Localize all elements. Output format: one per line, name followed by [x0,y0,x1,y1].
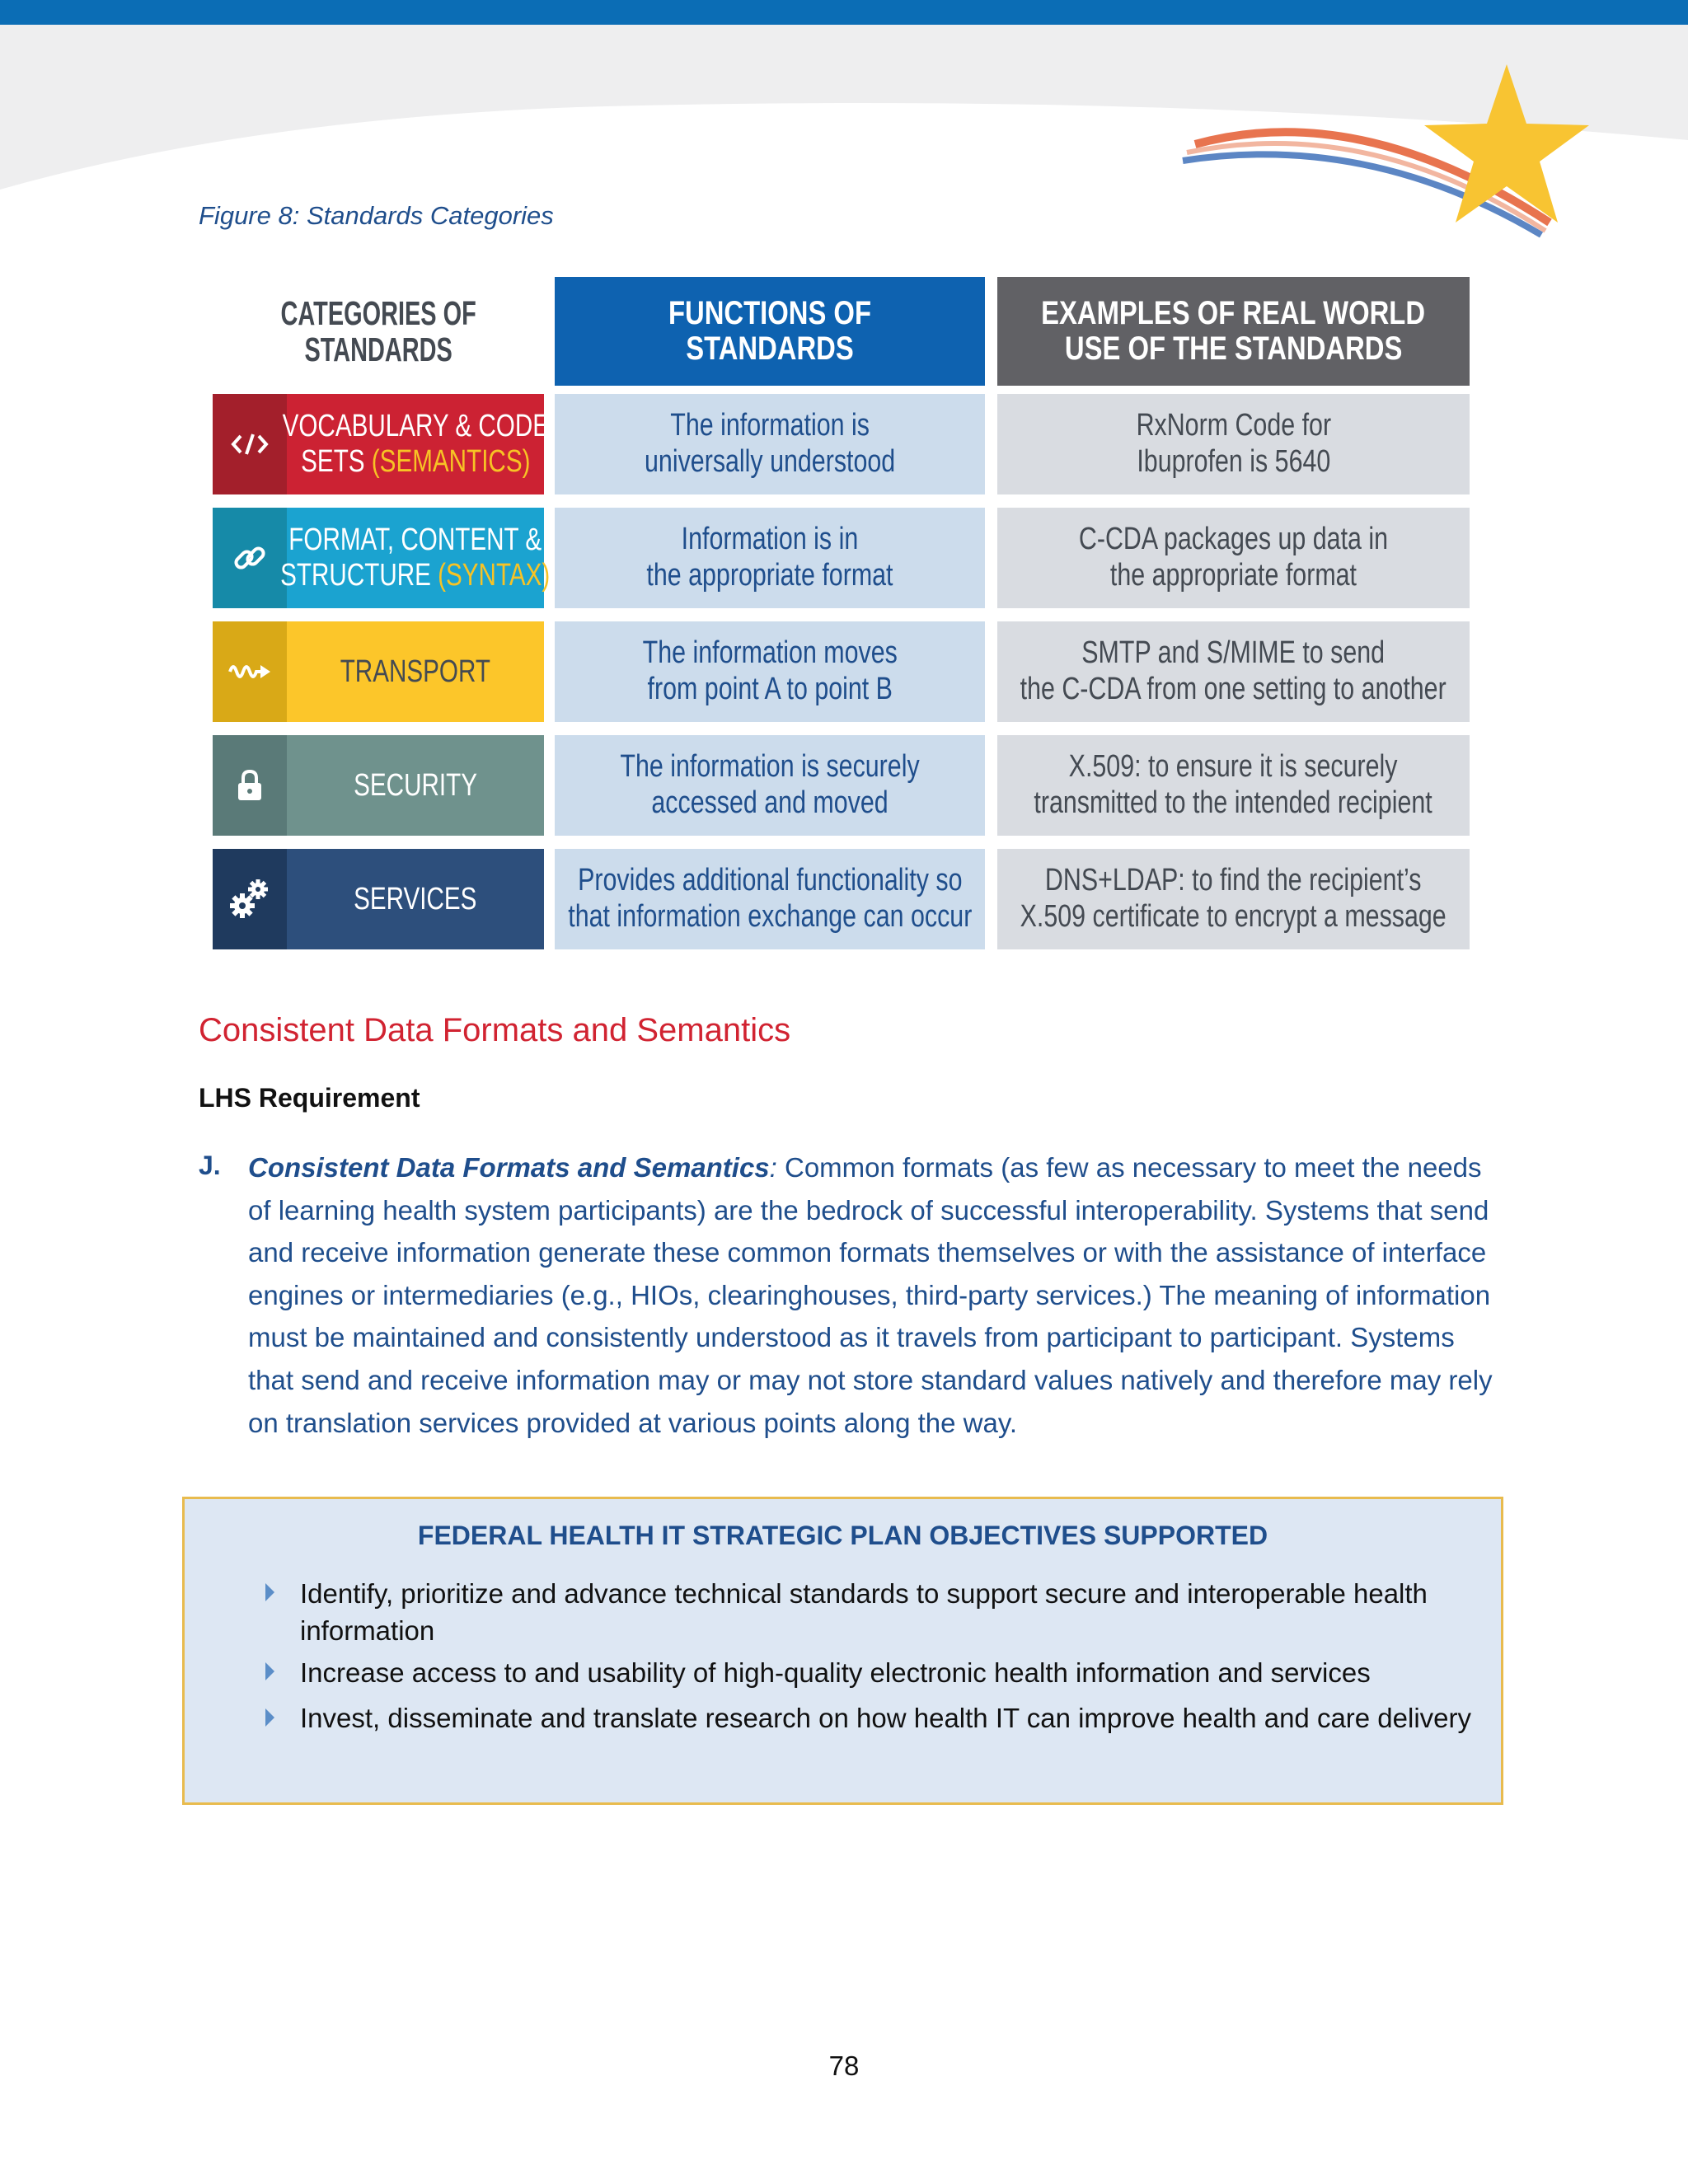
page-number: 78 [828,2050,860,2081]
function-format: Information is in the appropriate format [555,508,985,608]
objectives-box [182,1497,1503,1805]
transport-icon [213,621,287,722]
function-transport: The information moves from point A to point B [555,621,985,722]
row-format [213,508,1470,608]
objective-item: Increase access to and usability of high-quality electronic health information and services [259,1654,1479,1691]
lock-icon [213,735,287,836]
bullet-triangle-icon [265,1583,274,1601]
objectives-list [259,1575,1479,1739]
header-categories: CATEGORIES OFSTANDARDS [280,293,476,368]
code-icon [213,394,287,494]
lhs-requirement-heading: LHS Requirement [199,1083,420,1113]
category-transport: TRANSPORT [287,621,544,722]
standards-figure [213,277,1470,951]
figure-caption: Figure 8: Standards Categories [199,201,554,230]
item-paragraph: Consistent Data Formats and Semantics: Common formats (as few as necessary to meet the needs of learning health system participants) are the bedrock of successful interoperability. Systems that send and receive information generate these common formats themselves or with the assistance of interface engines or intermediaries (e.g., HIOs, clearinghouses, third-party services.) The meaning of information must be maintained and consistently understood as it travels from participant to participant. Systems that send and receive information may or may not store standard values natively and therefore may rely on translation services provided at various points along the way. [248,1152,1493,1438]
gears-icon [213,849,287,949]
example-format: C-CDA packages up data in the appropriate format [997,508,1470,608]
link-icon [213,508,287,608]
section-title: Consistent Data Formats and Semantics [199,1012,791,1048]
objective-item: Identify, prioritize and advance technical standards to support secure and interoperable health information [259,1575,1479,1649]
objectives-title: FEDERAL HEALTH IT STRATEGIC PLAN OBJECTIVES SUPPORTED [417,1521,1268,1550]
function-vocabulary: The information is universally understood [555,394,985,494]
row-security [213,735,1470,836]
bullet-triangle-icon [265,1662,274,1680]
example-vocabulary: RxNorm Code for Ibuprofen is 5640 [997,394,1470,494]
category-vocabulary: VOCABULARY & CODE SETS (SEMANTICS) [287,394,544,494]
header-examples: EXAMPLES OF REAL WORLDUSE OF THE STANDARDS [997,277,1470,386]
function-services: Provides additional functionality so that information exchange can occur [555,849,985,949]
category-services: SERVICES [287,849,544,949]
category-format: FORMAT, CONTENT & STRUCTURE (SYNTAX) [287,508,544,608]
objective-item: Invest, disseminate and translate research on how health IT can improve health and care delivery [259,1697,1479,1739]
header-functions: FUNCTIONS OF STANDARDS [555,277,985,386]
bullet-triangle-icon [265,1708,274,1727]
category-security: SECURITY [287,735,544,836]
row-transport [213,621,1470,722]
function-security: The information is securely accessed and moved [555,735,985,836]
example-security: X.509: to ensure it is securely transmitted to the intended recipient [997,735,1470,836]
item-label: J. [199,1151,221,1180]
row-services [213,849,1470,949]
example-services: DNS+LDAP: to find the recipient’s X.509 certificate to encrypt a message [997,849,1470,949]
row-vocabulary [213,394,1470,494]
example-transport: SMTP and S/MIME to send the C-CDA from one setting to another [997,621,1470,722]
